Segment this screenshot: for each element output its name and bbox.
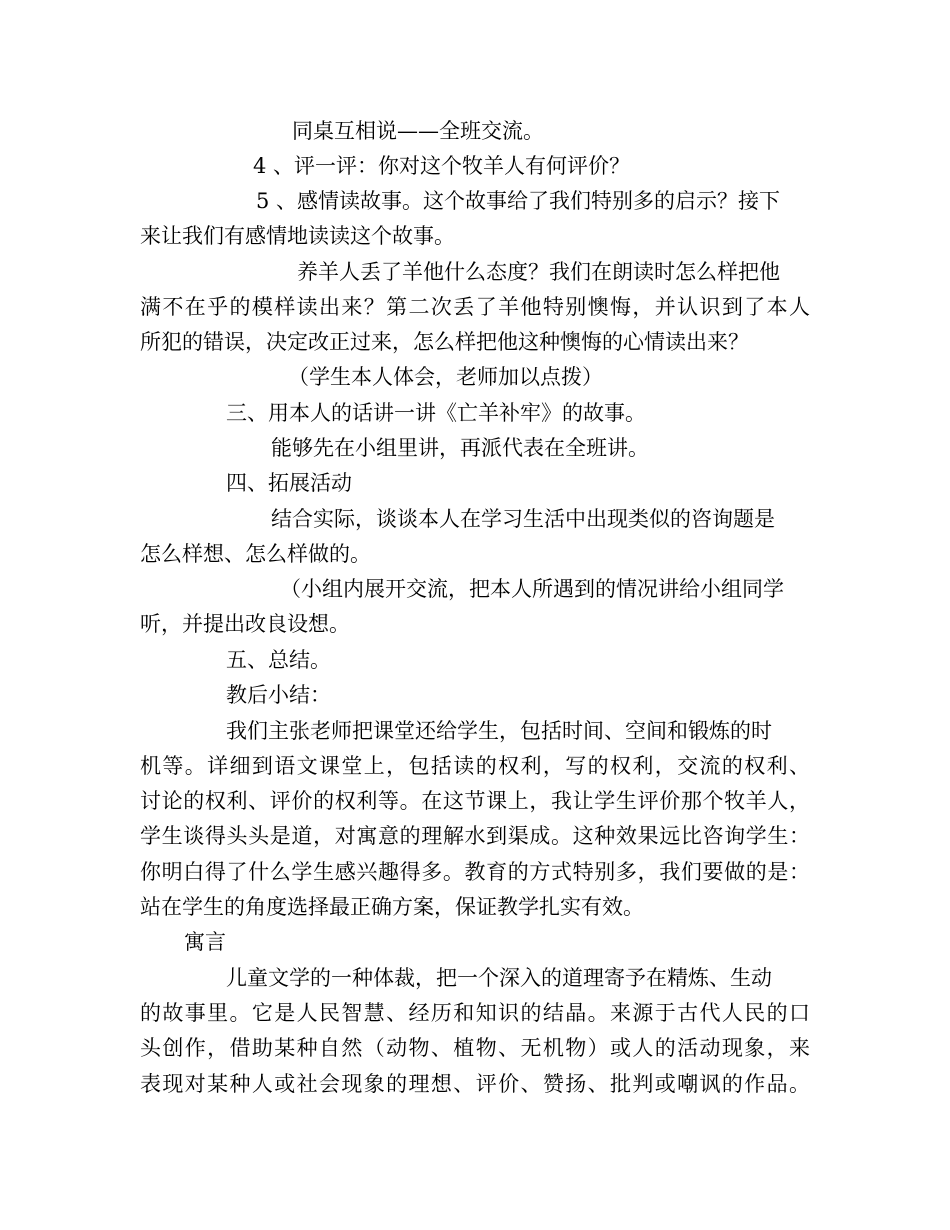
text-line: 所犯的错误，决定改正过来，怎么样把他这种懊悔的心情读出来？ xyxy=(140,330,749,354)
text-line: 头创作，借助某种自然（动物、植物、无机物）或人的活动现象，来 xyxy=(140,1036,810,1060)
section-heading: 五、总结。 xyxy=(226,648,331,672)
text-line: 5 、感情读故事。这个故事给了我们特别多的启示？接下 xyxy=(256,189,781,213)
text-line: 4 、评一评：你对这个牧羊人有何评价？ xyxy=(253,154,631,178)
text-line: 表现对某种人或社会现象的理想、评价、赞扬、批判或嘲讽的作品。 xyxy=(140,1072,810,1096)
section-heading: 寓言 xyxy=(184,930,226,954)
section-heading: 教后小结： xyxy=(226,683,331,707)
text-line: 满不在乎的模样读出来？第二次丢了羊他特别懊悔，并认识到了本人 xyxy=(140,295,810,319)
section-heading: 三、用本人的话讲一讲《亡羊补牢》的故事。 xyxy=(226,401,646,425)
text-line: 同桌互相说——全班交流。 xyxy=(292,119,544,143)
text-line: 站在学生的角度选择最正确方案，保证教学扎实有效。 xyxy=(140,895,644,919)
text-line: 来让我们有感情地读读这个故事。 xyxy=(140,224,455,248)
text-line: （小组内展开交流，把本人所遇到的情况讲给小组同学 xyxy=(280,577,784,601)
text-line: 你明白得了什么学生感兴趣得多。教育的方式特别多，我们要做的是： xyxy=(140,860,810,884)
text-line: 学生谈得头头是道，对寓意的理解水到渠成。这种效果远比咨询学生： xyxy=(140,824,810,848)
text-line: 听，并提出改良设想。 xyxy=(140,612,350,636)
text-line: 机等。详细到语文课堂上，包括读的权利，写的权利，交流的权利、 xyxy=(140,754,810,778)
text-line: 儿童文学的一种体裁，把一个深入的道理寄予在精炼、生动 xyxy=(226,966,772,990)
text-line: 的故事里。它是人民智慧、经历和知识的结晶。来源于古代人民的口 xyxy=(140,1001,810,1025)
text-line: （学生本人体会，老师加以点拨） xyxy=(288,365,603,389)
text-line: 我们主张老师把课堂还给学生，包括时间、空间和锻炼的时 xyxy=(226,719,772,743)
text-line: 能够先在小组里讲，再派代表在全班讲。 xyxy=(271,436,649,460)
text-line: 怎么样想、怎么样做的。 xyxy=(140,542,371,566)
section-heading: 四、拓展活动 xyxy=(226,471,352,495)
text-line: 讨论的权利、评价的权利等。在这节课上，我让学生评价那个牧羊人， xyxy=(140,789,810,813)
text-line: 养羊人丢了羊他什么态度？我们在朗读时怎么样把他 xyxy=(297,260,780,284)
text-line: 结合实际，谈谈本人在学习生活中出现类似的咨询题是 xyxy=(271,507,775,531)
